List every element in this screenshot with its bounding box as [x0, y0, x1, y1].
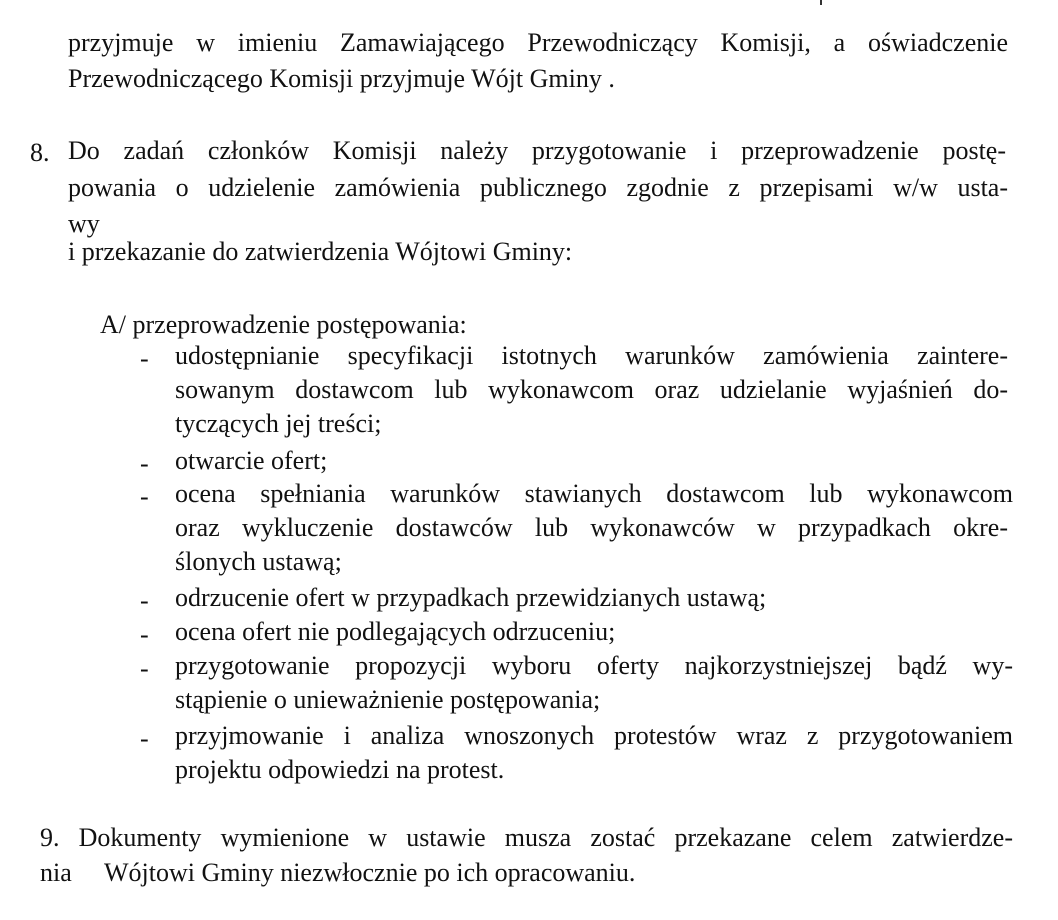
bullet-dash: -: [140, 449, 149, 478]
bullet-dash: -: [140, 344, 149, 373]
bullet-dash: -: [140, 724, 149, 753]
bullet-3-line-3: ślonych ustawą;: [175, 547, 342, 576]
item-8-line-3: wy: [68, 209, 100, 238]
item-8-number: 8.: [30, 138, 50, 167]
intro-line-1: przyjmuje w imieniu Zamawiającego Przewodniczący Komisji, a oświadczenie: [68, 28, 1008, 57]
bullet-3-line-2: oraz wykluczenie dostawców lub wykonawców w przypadkach okre-: [175, 513, 1008, 542]
bullet-3-line-1: ocena spełniania warunków stawianych dostawcom lub wykonawcom: [175, 479, 1013, 508]
scan-mark: [820, 0, 822, 5]
bullet-dash: -: [140, 482, 149, 511]
item-8-line-1: Do zadań członków Komisji należy przygotowanie i przeprowadzenie postę-: [68, 136, 1006, 165]
bullet-1-line-1: udostępnianie specyfikacji istotnych warunków zamówienia zaintere-: [175, 341, 1008, 370]
bullet-1-line-3: tyczących jej treści;: [175, 409, 382, 438]
item-9-line-2-rest: Wójtowi Gminy niezwłocznie po ich opracowaniu.: [104, 858, 636, 887]
section-a-heading: A/ przeprowadzenie postępowania:: [100, 310, 467, 339]
bullet-1-line-2: sowanym dostawcom lub wykonawcom oraz udzielanie wyjaśnień do-: [175, 375, 1008, 404]
bullet-2-line-1: otwarcie ofert;: [175, 446, 328, 475]
intro-line-2: Przewodniczącego Komisji przyjmuje Wójt Gminy .: [68, 64, 615, 93]
bullet-dash: -: [140, 586, 149, 615]
item-9-line-2-start: nia: [40, 858, 72, 887]
bullet-dash: -: [140, 620, 149, 649]
bullet-6-line-2: stąpienie o unieważnienie postępowania;: [175, 685, 601, 714]
bullet-6-line-1: przygotowanie propozycji wyboru oferty najkorzystniejszej bądź wy-: [175, 651, 1013, 680]
bullet-4-line-1: odrzucenie ofert w przypadkach przewidzianych ustawą;: [175, 583, 767, 612]
bullet-7-line-2: projektu odpowiedzi na protest.: [175, 755, 505, 784]
bullet-dash: -: [140, 654, 149, 683]
item-8-line-4: i przekazanie do zatwierdzenia Wójtowi Gminy:: [68, 237, 573, 266]
item-9-line-1: 9. Dokumenty wymienione w ustawie musza zostać przekazane celem zatwierdze-: [40, 823, 1013, 852]
bullet-7-line-1: przyjmowanie i analiza wnoszonych protestów wraz z przygotowaniem: [175, 721, 1013, 750]
item-8-line-2: powania o udzielenie zamówienia publicznego zgodnie z przepisami w/w usta-: [68, 173, 1008, 202]
bullet-5-line-1: ocena ofert nie podlegających odrzuceniu;: [175, 617, 616, 646]
